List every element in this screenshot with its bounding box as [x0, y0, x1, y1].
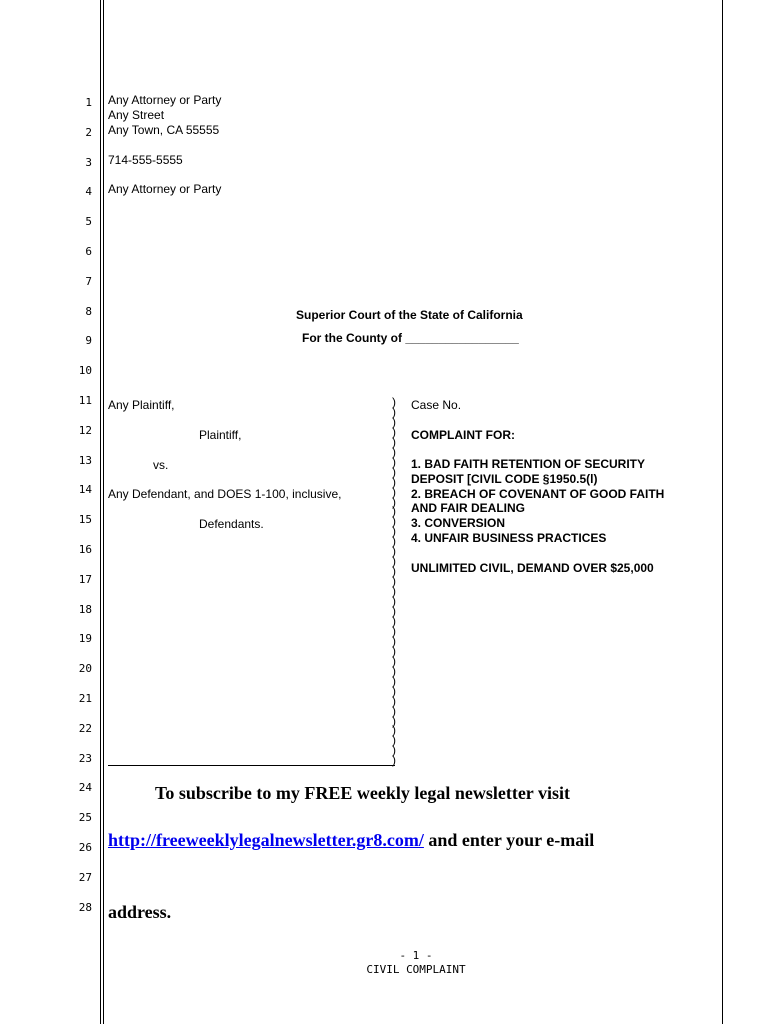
line-number: 6	[85, 245, 92, 258]
line-number: 11	[78, 394, 92, 407]
line-number: 3	[85, 155, 92, 169]
plaintiff-role: Plaintiff,	[199, 428, 242, 442]
line-number: 8	[85, 304, 92, 318]
footer-title: CIVIL COMPLAINT	[366, 963, 466, 976]
line-number: 15	[78, 513, 92, 527]
newsletter-line-2	[108, 830, 594, 851]
claim-4: 4. UNFAIR BUSINESS PRACTICES	[411, 531, 607, 545]
plaintiff-name: Any Plaintiff,	[108, 398, 175, 412]
line-number: 5	[85, 215, 92, 229]
attorney-street: Any Street	[108, 108, 165, 122]
right-margin-rule	[722, 0, 723, 1024]
defendant-role: Defendants.	[199, 517, 264, 531]
newsletter-line-3: address.	[108, 902, 172, 922]
claim-3: 3. CONVERSION	[411, 516, 506, 530]
page-number: - 1 -	[399, 949, 433, 962]
line-number: 27	[78, 870, 92, 884]
case-number-label: Case No.	[411, 398, 462, 412]
line-number: 25	[78, 811, 92, 825]
line-number: 10	[78, 364, 92, 378]
attorney-for: Any Attorney or Party	[108, 182, 222, 196]
court-name: Superior Court of the State of California	[296, 308, 523, 322]
left-margin-rule-outer	[100, 0, 101, 1024]
line-number: 1	[85, 96, 92, 109]
line-number: 14	[78, 483, 92, 497]
line-number: 20	[78, 662, 92, 676]
left-margin-rule-inner	[103, 0, 104, 1024]
caption-paren-column: ) ) ) ) ) ) ) ) ) ) ) ) ) ) ) ) ) ) ) ) ) ) ) ) ) ) ) ) ) ) ) ) ) ) ) ) )	[392, 395, 396, 768]
newsletter-link[interactable]: http://freeweeklylegalnewsletter.gr8.com/	[108, 830, 424, 850]
line-number: 18	[78, 602, 92, 616]
line-number: 23	[78, 751, 92, 765]
complaint-for-heading: COMPLAINT FOR:	[411, 428, 515, 442]
defendant-name: Any Defendant, and DOES 1-100, inclusive,	[108, 487, 342, 501]
line-number: 7	[85, 274, 92, 288]
line-number: 22	[78, 721, 92, 735]
line-number: 28	[78, 900, 92, 914]
line-number: 24	[78, 781, 92, 795]
line-number: 12	[78, 423, 92, 437]
versus-label: vs.	[153, 458, 169, 472]
newsletter-line-1: To subscribe to my FREE weekly legal newsletter visit	[155, 783, 570, 803]
line-number: 19	[78, 632, 92, 646]
attorney-name: Any Attorney or Party	[108, 93, 222, 107]
attorney-city: Any Town, CA 55555	[108, 123, 220, 137]
line-number: 16	[78, 543, 92, 556]
line-number: 26	[78, 841, 92, 854]
demand-statement: UNLIMITED CIVIL, DEMAND OVER $25,000	[411, 561, 654, 575]
attorney-phone: 714-555-5555	[108, 153, 183, 167]
line-number: 9	[85, 334, 92, 348]
line-number: 13	[78, 453, 92, 467]
line-number: 21	[78, 692, 92, 705]
caption-bottom-rule	[108, 765, 395, 766]
claim-2-line-2: AND FAIR DEALING	[411, 501, 525, 515]
court-county: For the County of _________________	[302, 331, 519, 345]
newsletter-line-2-rest: and enter your e-mail	[423, 830, 595, 850]
line-number: 2	[85, 125, 92, 139]
claim-2-line-1: 2. BREACH OF COVENANT OF GOOD FAITH	[411, 487, 665, 501]
line-number: 17	[78, 572, 92, 586]
claim-1-line-2: DEPOSIT [CIVIL CODE §1950.5(l)	[411, 472, 598, 486]
line-number: 4	[85, 185, 92, 199]
claim-1-line-1: 1. BAD FAITH RETENTION OF SECURITY	[411, 457, 646, 471]
